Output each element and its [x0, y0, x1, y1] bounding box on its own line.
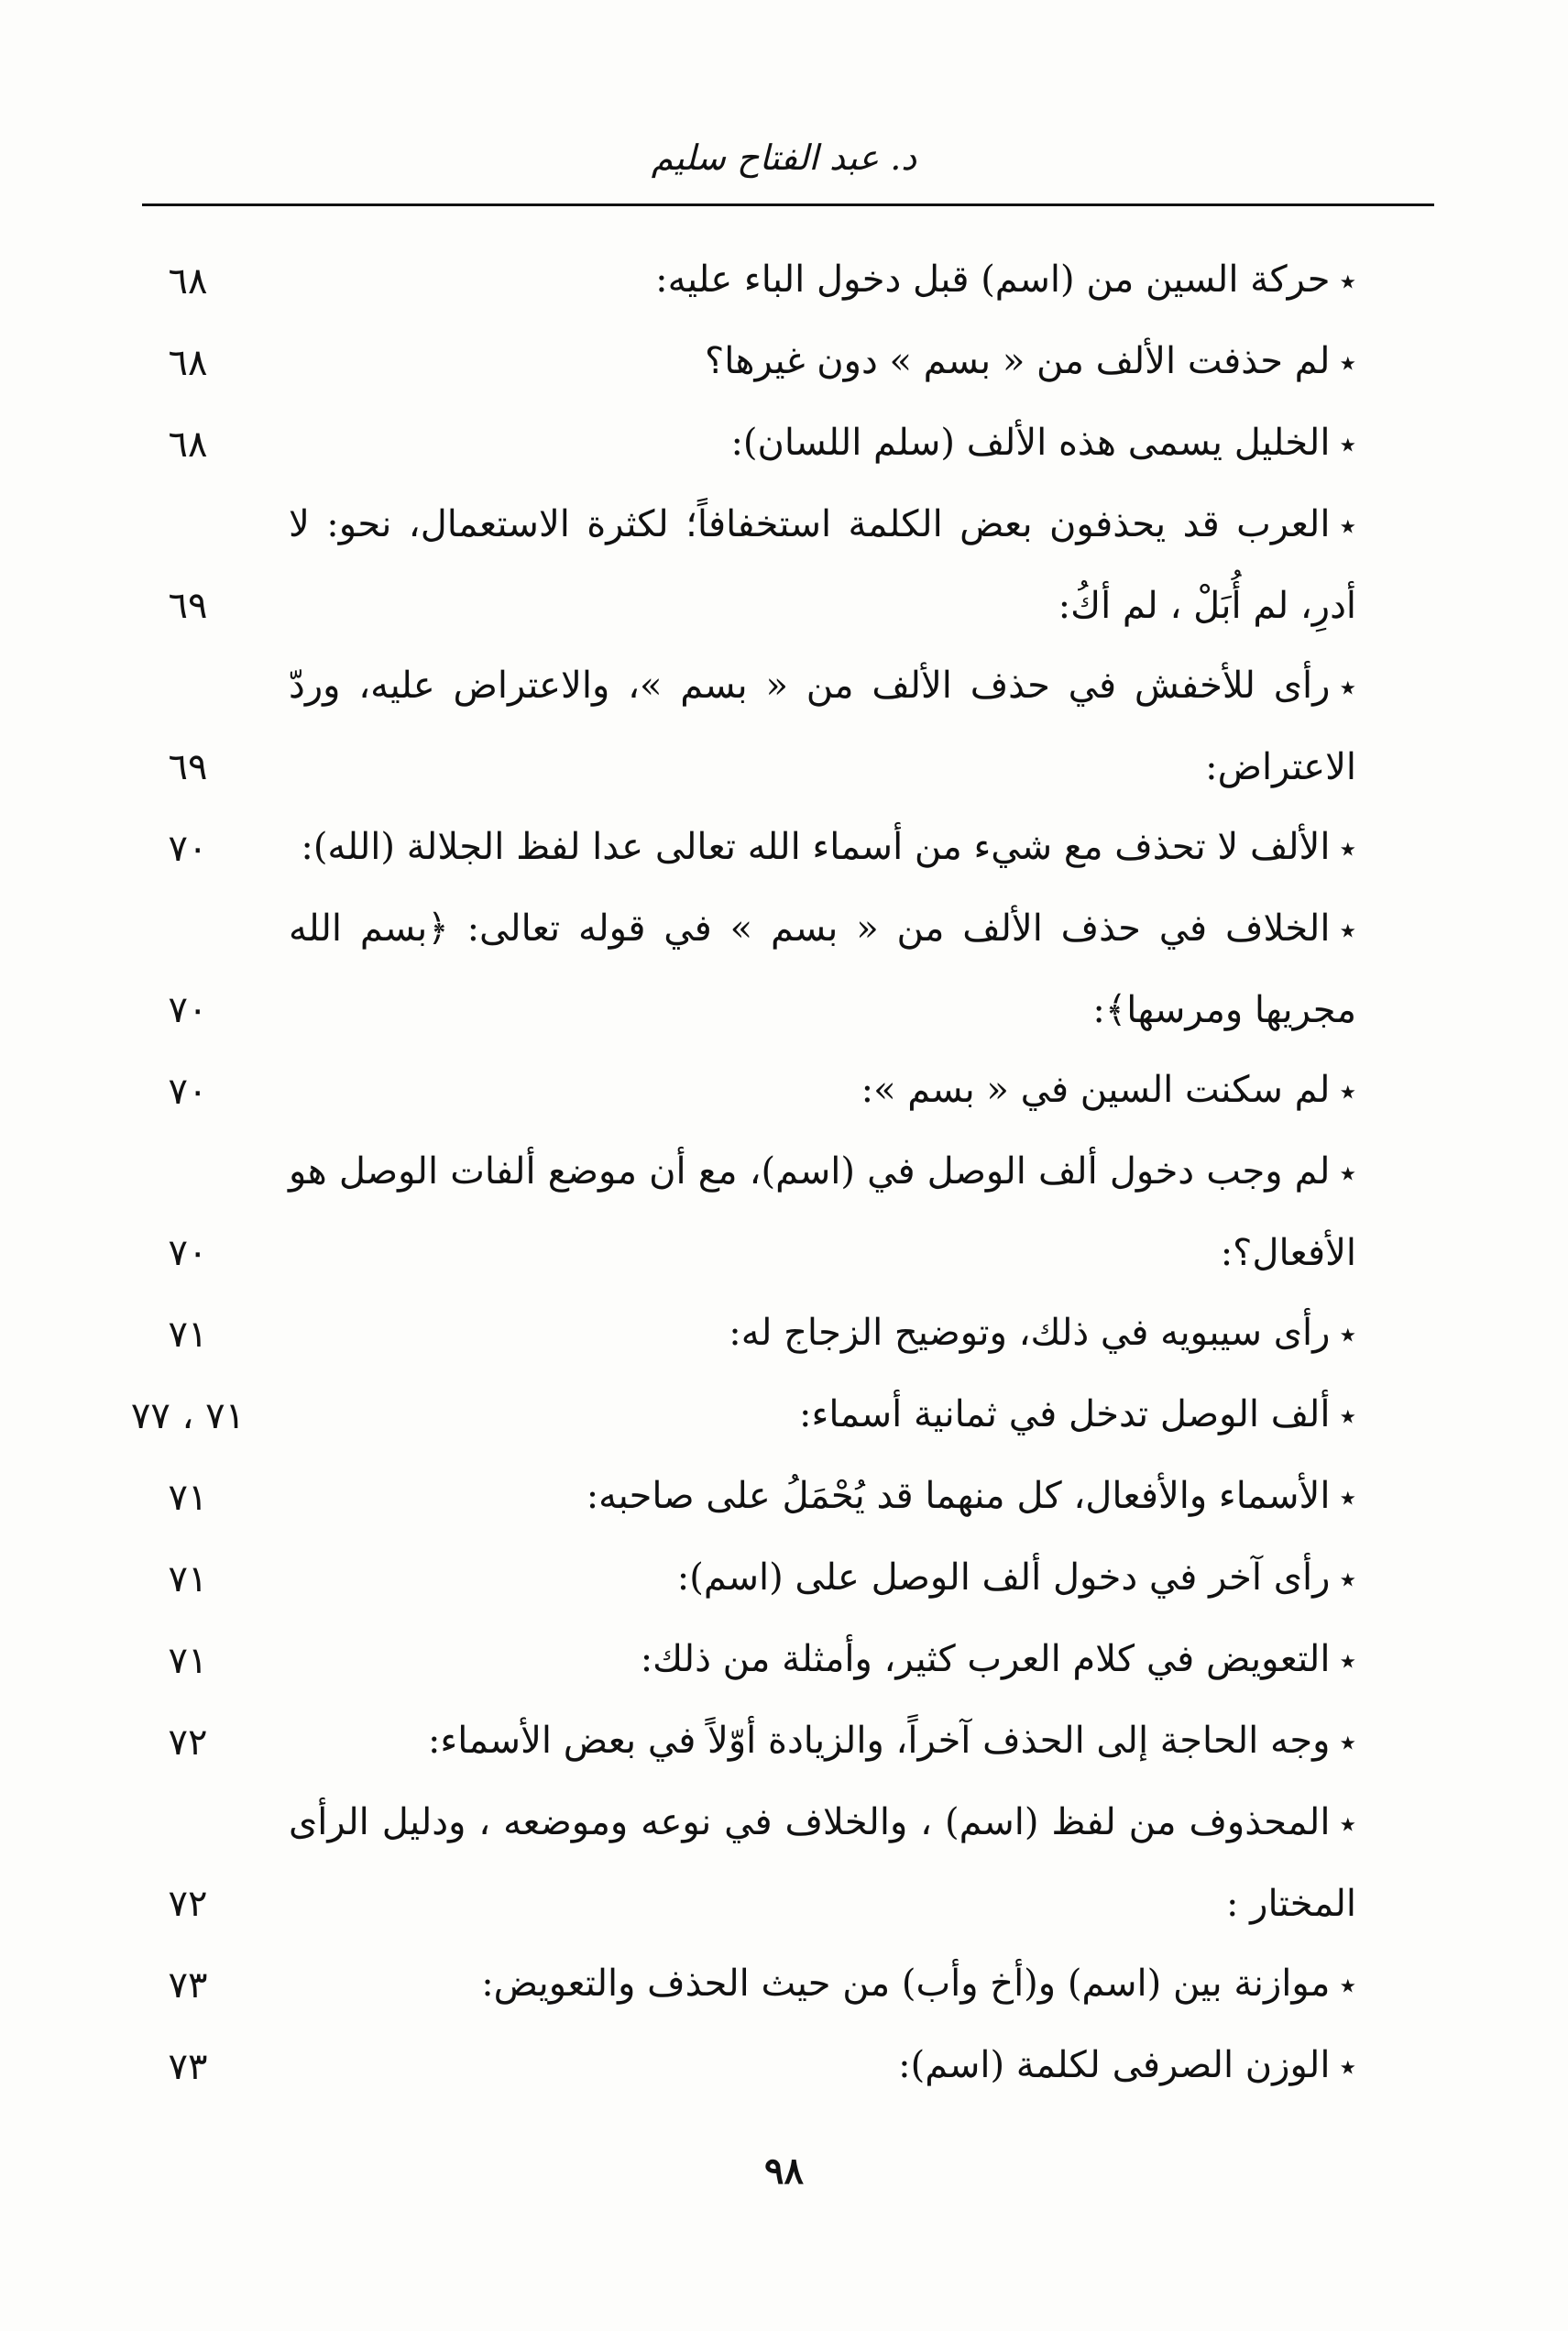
toc-entry-title: موازنة بين (اسم) و(أخ وأب) من حيث الحذف والتعويض:	[481, 1963, 1331, 2005]
toc-entry-page: ٧١	[168, 1477, 208, 1519]
toc-entry-text	[289, 1538, 1356, 1620]
toc-entry-title: التعويض في كلام العرب كثير، وأمثلة من ذلك:	[640, 1638, 1331, 1680]
toc-entry-page: ٧١ ، ٧٧	[130, 1395, 246, 1437]
toc-entry-title: ألف الوصل تدخل في ثمانية أسماء:	[799, 1393, 1331, 1435]
toc-entry-page: ٦٨	[168, 342, 208, 384]
toc-entry	[101, 1783, 1356, 1944]
toc-entry	[101, 646, 1356, 808]
toc-entry	[101, 1701, 1356, 1783]
asterisk-bullet-icon: ٭	[1339, 830, 1356, 867]
asterisk-bullet-icon: ٭	[1339, 1806, 1357, 1842]
toc-entry	[101, 240, 1356, 322]
toc-entry-text	[289, 1293, 1356, 1375]
toc-entry-text	[289, 1050, 1356, 1132]
toc-entry	[101, 1620, 1356, 1701]
toc-entry-page: ٦٩	[168, 585, 208, 627]
toc-entry	[101, 1050, 1356, 1132]
asterisk-bullet-icon: ٭	[1339, 1561, 1356, 1598]
toc-entry-title: لم وجب دخول ألف الوصل في (اسم)، مع أن موضع ألفات الوصل هو الأفعال؟:	[289, 1150, 1356, 1274]
toc-entry-title: العرب قد يحذفون بعض الكلمة استخفافاً؛ لكثرة الاستعمال، نحو: لا أدرِ، لم أُبَلْ ، لم أكُ:	[289, 503, 1356, 627]
toc-entry-text	[289, 889, 1356, 1050]
toc-entry-title: الألف لا تحذف مع شيء من أسماء الله تعالى عدا لفظ الجلالة (الله):	[301, 826, 1331, 868]
toc-entry	[101, 808, 1356, 889]
toc-entry-page: ٦٨	[168, 423, 208, 466]
toc-entry-title: الخلاف في حذف الألف من « بسم » في قوله تعالى: ﴿بسم الله مجريها ومرسها﴾:	[289, 907, 1356, 1031]
toc-entry-text	[289, 485, 1356, 646]
toc-entry-title: وجه الحاجة إلى الحذف آخراً، والزيادة أوّلاً في بعض الأسماء:	[427, 1720, 1331, 1762]
toc-entry-page: ٧٠	[168, 989, 208, 1031]
toc-entry	[101, 1375, 1356, 1457]
toc-entry-page: ٧٠	[168, 1232, 208, 1274]
asterisk-bullet-icon: ٭	[1339, 1643, 1356, 1679]
toc-entry-text	[289, 2026, 1356, 2107]
toc-entry-text	[289, 1620, 1356, 1701]
asterisk-bullet-icon: ٭	[1339, 508, 1356, 544]
toc-entry	[101, 1538, 1356, 1620]
asterisk-bullet-icon: ٭	[1339, 669, 1356, 706]
toc-entry-title: الأسماء والأفعال، كل منهما قد يُحْمَلُ على صاحبه:	[586, 1475, 1331, 1517]
toc-entry-text	[289, 322, 1356, 403]
toc-entry	[101, 485, 1356, 646]
asterisk-bullet-icon: ٭	[1339, 1155, 1356, 1192]
toc-entry-title: لم سكنت السين في « بسم »:	[861, 1069, 1331, 1111]
toc-entry-title: المحذوف من لفظ (اسم) ، والخلاف في نوعه وموضعه ، ودليل الرأى المختار :	[289, 1801, 1356, 1925]
toc-entry-page: ٧٢	[168, 1721, 208, 1764]
toc-entry-page: ٧٢	[168, 1883, 208, 1925]
toc-entry-text	[289, 1701, 1356, 1783]
page-number: ٩٨	[764, 2150, 804, 2193]
toc-entry-title: رأى آخر في دخول ألف الوصل على (اسم):	[676, 1556, 1331, 1599]
asterisk-bullet-icon: ٭	[1339, 1724, 1356, 1761]
toc-entry	[101, 1457, 1356, 1538]
toc-entry-text	[289, 1944, 1356, 2026]
toc-entry-title: لم حذفت الألف من « بسم » دون غيرها؟	[704, 340, 1331, 382]
toc-entry-text	[289, 1783, 1356, 1944]
toc-entry	[101, 403, 1356, 485]
toc-entry-page: ٦٩	[168, 746, 208, 788]
asterisk-bullet-icon: ٭	[1339, 1398, 1356, 1435]
toc-entry-page: ٧٠	[168, 828, 208, 870]
toc-entry	[101, 1944, 1356, 2026]
toc-entry-page: ٧٣	[168, 1964, 208, 2007]
toc-entry-text	[289, 1132, 1356, 1293]
toc-entry-text	[289, 808, 1356, 889]
asterisk-bullet-icon: ٭	[1339, 1479, 1356, 1516]
asterisk-bullet-icon: ٭	[1339, 2049, 1356, 2085]
header-rule	[142, 203, 1434, 206]
asterisk-bullet-icon: ٭	[1339, 912, 1356, 949]
toc-entry-title: حركة السين من (اسم) قبل دخول الباء عليه:	[655, 258, 1331, 301]
toc-entry-text	[289, 403, 1356, 485]
asterisk-bullet-icon: ٭	[1339, 1073, 1356, 1110]
toc-entry-page: ٦٨	[168, 260, 208, 302]
asterisk-bullet-icon: ٭	[1339, 426, 1356, 463]
toc-entry-text	[289, 1457, 1356, 1538]
toc-entry	[101, 2026, 1356, 2107]
toc-entry-title: الخليل يسمى هذه الألف (سلم اللسان):	[730, 422, 1331, 464]
toc-entry-page: ٧١	[168, 1640, 208, 1682]
toc-entry-page: ٧٠	[168, 1071, 208, 1113]
toc-entry	[101, 1293, 1356, 1375]
running-header-author: د. عبد الفتاح سليم	[651, 137, 917, 178]
toc-entry-page: ٧١	[168, 1314, 208, 1356]
asterisk-bullet-icon: ٭	[1339, 1967, 1356, 2004]
asterisk-bullet-icon: ٭	[1339, 345, 1356, 381]
toc-entry-text	[289, 240, 1356, 322]
toc-entry-title: رأى للأخفش في حذف الألف من « بسم »، والاعتراض عليه، وردّ الاعتراض:	[289, 665, 1356, 788]
asterisk-bullet-icon: ٭	[1339, 263, 1356, 300]
table-of-contents	[101, 240, 1356, 2107]
toc-entry	[101, 322, 1356, 403]
toc-entry-title: الوزن الصرفى لكلمة (اسم):	[898, 2044, 1331, 2086]
toc-entry	[101, 1132, 1356, 1293]
toc-entry-text	[289, 1375, 1356, 1457]
asterisk-bullet-icon: ٭	[1339, 1316, 1356, 1353]
toc-entry-page: ٧١	[168, 1558, 208, 1600]
toc-entry-text	[289, 646, 1356, 808]
toc-entry-page: ٧٣	[168, 2046, 208, 2088]
toc-entry-title: رأى سيبويه في ذلك، وتوضيح الزجاج له:	[729, 1312, 1331, 1354]
toc-entry	[101, 889, 1356, 1050]
